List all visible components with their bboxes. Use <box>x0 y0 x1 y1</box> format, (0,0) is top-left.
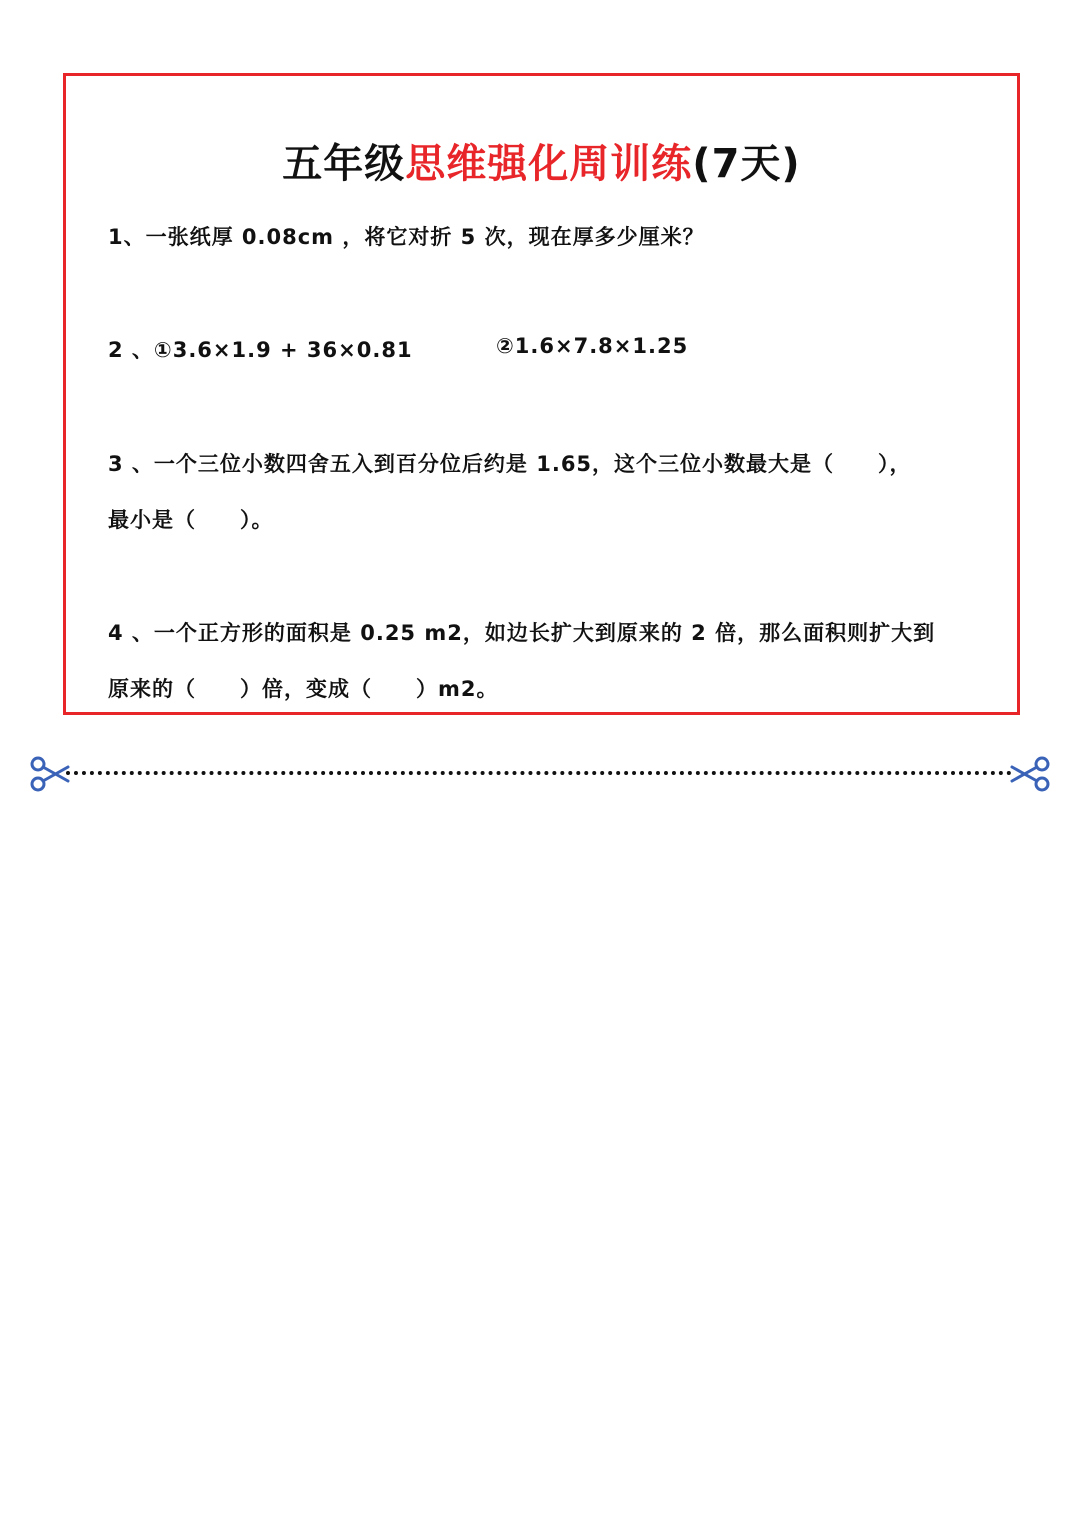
cut-line <box>28 752 1052 796</box>
scissors-icon <box>1008 754 1052 794</box>
question-4-line-1: 4 、一个正方形的面积是 0.25 m2，如边长扩大到原来的 2 倍，那么面积则扩大到 <box>108 621 936 645</box>
worksheet-title <box>66 132 1017 189</box>
question-2-part-2: ②1.6×7.8×1.25 <box>496 334 689 358</box>
worksheet-box <box>63 73 1020 715</box>
dotted-divider <box>66 771 1012 775</box>
question-2-part-1: 2 、①3.6×1.9 + 36×0.81 <box>108 338 413 362</box>
question-1: 1、一张纸厚 0.08cm ，将它对折 5 次，现在厚多少厘米？ <box>108 225 705 249</box>
question-3-line-1: 3 、一个三位小数四舍五入到百分位后约是 1.65，这个三位小数最大是（ ）， <box>108 452 912 476</box>
question-4-line-2: 原来的（ ）倍，变成（ ）m2。 <box>108 677 499 701</box>
title-accent: 思维强化周训练 <box>405 141 693 187</box>
title-prefix: 五年级 <box>282 141 406 187</box>
title-suffix: (7天) <box>692 141 801 187</box>
question-3-line-2: 最小是（ ）。 <box>108 508 274 532</box>
